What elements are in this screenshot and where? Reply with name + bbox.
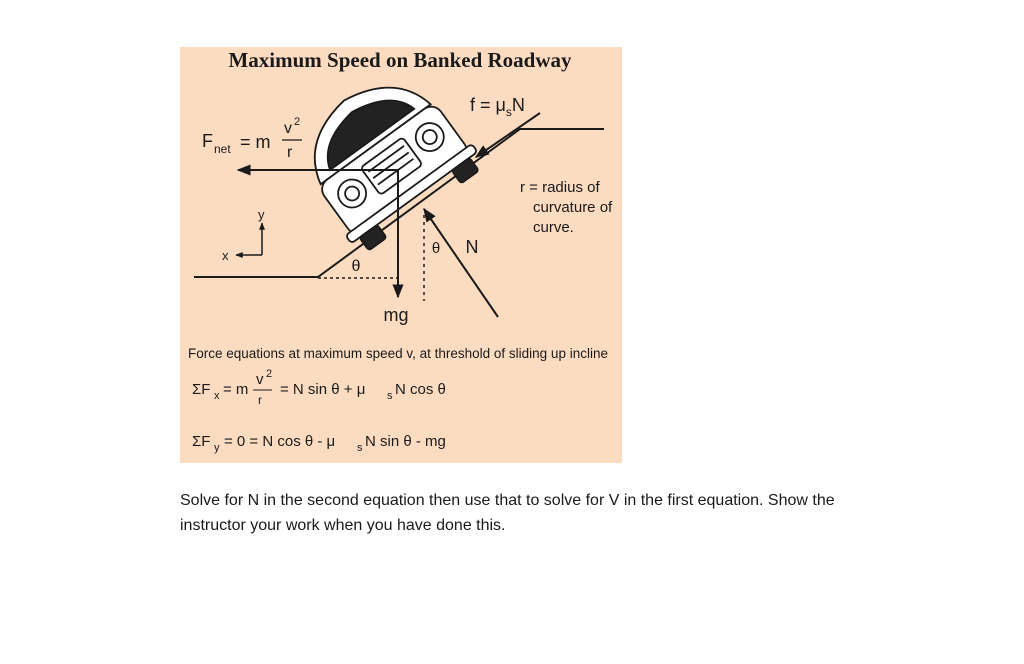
svg-text:s: s [357, 442, 363, 454]
svg-text:= m: = m [240, 132, 271, 152]
banked-roadway-diagram [180, 47, 622, 463]
svg-text:F: F [202, 131, 213, 151]
sum-fy-equation [192, 433, 446, 454]
svg-text:s: s [387, 390, 393, 402]
friction-force-arrow [476, 113, 540, 157]
radius-note-line2: curvature of [533, 199, 613, 216]
svg-text:2: 2 [266, 368, 273, 380]
svg-text:x: x [214, 390, 220, 402]
x-axis-label: x [222, 248, 229, 263]
svg-text:N cos θ: N cos θ [395, 381, 446, 398]
svg-text:= m: = m [223, 381, 249, 398]
normal-force-label: N [465, 237, 479, 257]
net-force-label [202, 116, 302, 161]
angle-label: θ [351, 258, 361, 275]
threshold-text: Force equations at maximum speed v, at threshold of sliding up incline [188, 346, 608, 361]
radius-note-line1: r = radius of [520, 179, 600, 196]
y-axis-label: y [258, 207, 265, 222]
svg-text:net: net [214, 142, 231, 156]
radius-note-line3: curve. [533, 219, 574, 236]
svg-text:= N sin θ + μ: = N sin θ + μ [280, 381, 366, 398]
friction-label: $f = \mu_sN$ [470, 95, 525, 119]
svg-text:r: r [258, 393, 262, 407]
svg-text:N sin θ - mg: N sin θ - mg [365, 433, 446, 450]
diagram-canvas [180, 47, 622, 463]
svg-text:ΣF: ΣF [192, 433, 211, 450]
car-illustration [281, 55, 487, 257]
svg-text:ΣF: ΣF [192, 381, 211, 398]
weight-label: mg [383, 305, 409, 325]
svg-text:r: r [287, 144, 293, 161]
svg-text:= 0 = N cos θ - μ: = 0 = N cos θ - μ [224, 433, 336, 450]
sum-fx-equation [192, 368, 446, 407]
svg-text:v: v [256, 371, 264, 388]
diagram-title: Maximum Speed on Banked Roadway [228, 48, 572, 72]
normal-force-arrow [424, 209, 498, 317]
svg-text:2: 2 [294, 116, 301, 128]
svg-text:v: v [284, 120, 292, 137]
coordinate-axes [222, 207, 265, 263]
normal-angle-label: θ [431, 240, 441, 257]
svg-text:y: y [214, 442, 220, 454]
instructions-text: Solve for N in the second equation then use that to solve for V in the first equation. Show the instructor your work when you have done this. [180, 492, 835, 534]
